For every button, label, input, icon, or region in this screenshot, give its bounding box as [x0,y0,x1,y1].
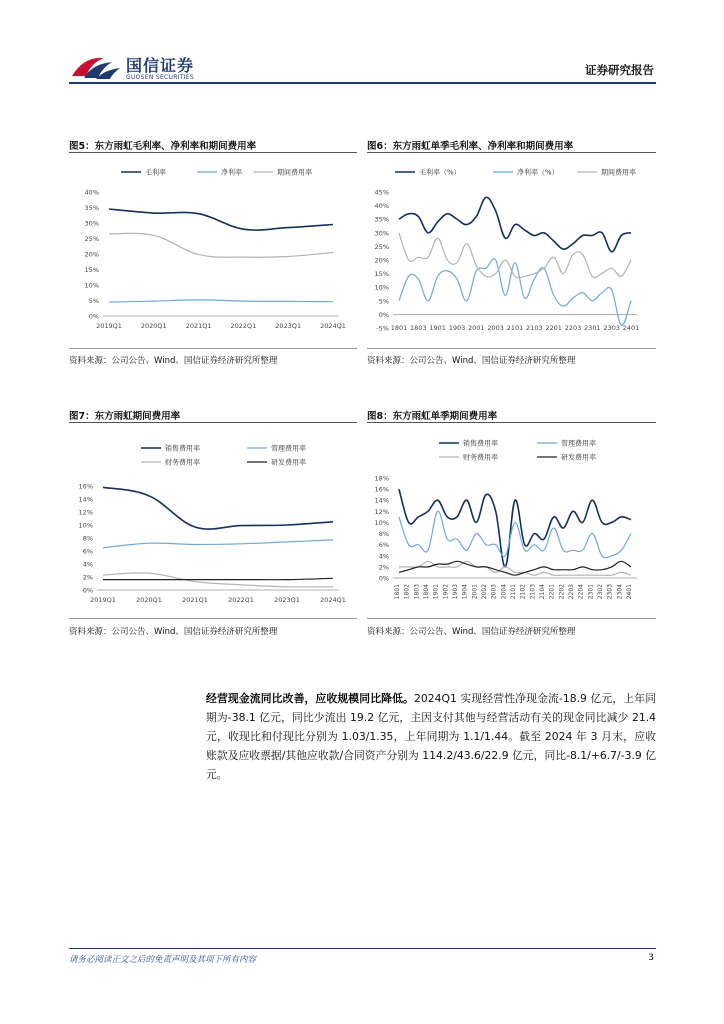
x-tick-label: 1901 [429,324,446,332]
legend-label: 管理费用率 [561,439,596,448]
x-tick-label: 1804 [423,584,430,600]
series-line-2 [399,259,631,326]
figure-5-chart [69,158,357,338]
y-tick-label: 14% [374,496,389,505]
x-tick-label: 2303 [606,584,614,600]
legend-label: 销售费用率 [463,439,498,448]
y-tick-label: 20% [374,256,389,265]
y-tick-label: 25% [374,242,389,251]
x-tick-label: 2023Q1 [274,596,300,604]
figure-6-source: 资料来源：公司公告、Wind、国信证券经济研究所整理 [367,356,576,366]
x-tick-label: 2302 [597,584,604,600]
legend-label: 销售费用率 [165,444,200,453]
y-tick-label: 0% [378,310,389,319]
y-tick-label: 5% [88,297,99,305]
y-tick-label: 8% [378,530,389,539]
x-tick-label: 2001 [471,584,479,600]
x-tick-label: 2004 [500,584,508,600]
figure-5-bottom-rule [69,348,357,349]
x-tick-label: 1801 [390,324,408,332]
y-tick-label: 35% [84,204,99,212]
x-tick-label: 2003 [490,584,498,600]
x-tick-label: 2024Q1 [320,322,346,330]
x-tick-label: 2401 [622,324,640,332]
y-tick-label: 10% [374,518,389,527]
y-tick-label: 15% [374,270,389,279]
series-line-3 [109,233,333,257]
series-line-4 [399,561,631,575]
series-line-1 [399,489,631,567]
y-tick-label: 45% [374,188,389,197]
x-tick-label: 2020Q1 [136,596,162,604]
figure-6-top-rule [367,152,656,153]
x-tick-label: 1904 [461,584,469,600]
y-tick-label: 12% [374,507,389,516]
x-tick-label: 2303 [603,324,620,332]
series-line-3 [399,561,631,575]
legend-label: 期间费用率 [277,168,312,177]
x-tick-label: 2203 [568,584,575,600]
legend-label: 财务费用率 [165,458,200,467]
series-line-1 [103,487,333,529]
series-line-3 [399,233,631,278]
series-line-4 [103,578,333,579]
legend-label: 毛利率（%） [419,168,461,177]
x-tick-label: 2103 [529,584,537,600]
x-tick-label: 2003 [487,324,504,332]
figure-7-top-rule [69,422,357,423]
x-tick-label: 2201 [545,324,562,332]
y-tick-label: 5% [378,297,389,306]
x-tick-label: 2301 [587,584,595,600]
y-tick-label: 10% [78,521,93,530]
y-tick-label: 10% [374,283,389,292]
x-tick-label: 1802 [403,584,411,600]
x-tick-label: 2202 [558,584,566,600]
legend-label: 研发费用率 [271,458,306,467]
figure-7-bottom-rule [69,618,357,619]
logo-name: 国信证券 [126,56,195,75]
figure-8-title: 图8：东方雨虹单季期间费用率 [367,411,498,422]
legend-label: 管理费用率 [271,444,306,453]
legend-label: 研发费用率 [561,453,596,462]
y-tick-label: 16% [374,485,389,494]
y-tick-label: 40% [84,188,99,197]
figure-6-title: 图6：东方雨虹单季毛利率、净利率和期间费用率 [367,141,574,152]
x-tick-label: 2019Q1 [96,322,122,330]
y-tick-label: -5% [376,324,389,333]
x-tick-label: 2020Q1 [140,322,167,330]
y-tick-label: 35% [374,215,389,224]
x-tick-label: 2204 [577,584,585,600]
legend-label: 期间费用率 [601,168,636,177]
y-tick-label: 0% [82,586,93,595]
figure-5-top-rule [69,152,357,153]
x-tick-label: 2101 [510,584,517,600]
figure-7-chart [69,430,357,610]
series-line-1 [109,209,333,230]
legend-label: 毛利率 [145,168,166,177]
report-type: 证券研究报告 [585,63,654,77]
legend-label: 净利率（%） [517,168,559,177]
y-tick-label: 30% [374,229,389,238]
y-tick-label: 4% [378,552,389,561]
x-tick-label: 2022Q1 [228,596,254,604]
x-tick-label: 2104 [539,584,546,600]
footer-disclaimer: 请务必阅读正文之后的免责声明及其项下所有内容 [69,955,257,965]
x-tick-label: 1803 [410,324,427,332]
y-tick-label: 16% [78,482,93,491]
legend-label: 财务费用率 [463,453,498,462]
figure-7-title: 图7：东方雨虹期间费用率 [69,411,181,422]
figure-5-source: 资料来源：公司公告、Wind、国信证券经济研究所整理 [69,356,278,366]
legend-label: 净利率 [221,168,242,177]
paragraph-lead: 经营现金流同比改善，应收规模同比降低。 [206,692,414,705]
y-tick-label: 15% [84,266,99,274]
footer-divider [69,948,656,949]
x-tick-label: 2102 [519,584,527,600]
x-tick-label: 2304 [616,584,624,600]
x-tick-label: 2401 [626,584,633,600]
y-tick-label: 40% [374,202,389,211]
y-tick-label: 25% [84,235,99,243]
x-tick-label: 2203 [564,324,582,332]
x-tick-label: 1903 [452,584,459,600]
paragraph-body: 2024Q1 实现经营性净现金流-18.9 亿元，上年同期为-38.1 亿元，同比少流出 19.2 亿元，主因支付其他与经营活动有关的现金同比减少 21.4 元，收现比和付现比分别为 1.03/1.35，上年同期为 1.1/1.44。截至 2024 年 3 月末，应收账款及应收票据/其他应收款/合同资产分别为 114.2/43.6/22.9 亿元，同比-8.1/+6.7/-3.9 亿元。 [206,692,656,781]
figure-6-bottom-rule [367,348,656,349]
series-line-2 [399,511,631,558]
guosen-logo-icon [70,52,122,82]
figure-5-title: 图5：东方雨虹毛利率、净利率和期间费用率 [69,141,257,152]
figure-8-top-rule [367,422,656,423]
x-tick-label: 2002 [481,584,488,600]
x-tick-label: 2101 [506,324,524,332]
page-number: 3 [648,953,654,963]
x-tick-label: 2103 [526,324,543,332]
x-tick-label: 2024Q1 [320,596,346,604]
y-tick-label: 20% [84,250,99,259]
y-tick-label: 12% [78,508,93,517]
x-tick-label: 2021Q1 [182,596,208,604]
x-tick-label: 2022Q1 [230,322,257,330]
y-tick-label: 6% [378,541,389,550]
x-tick-label: 2023Q1 [275,322,302,330]
x-tick-label: 2019Q1 [90,596,116,604]
x-tick-label: 2021Q1 [185,322,212,330]
x-tick-label: 2301 [584,324,601,332]
figure-8-source: 资料来源：公司公告、Wind、国信证券经济研究所整理 [367,627,576,637]
y-tick-label: 4% [82,560,93,569]
x-tick-label: 2201 [548,584,556,600]
figure-6-chart [367,158,656,338]
y-tick-label: 6% [82,547,93,556]
series-line-2 [103,540,333,548]
body-paragraph [206,689,656,784]
x-tick-label: 1901 [432,584,440,600]
y-tick-label: 2% [378,563,389,572]
figure-7-source: 资料来源：公司公告、Wind、国信证券经济研究所整理 [69,627,278,637]
series-line-2 [109,300,333,302]
y-tick-label: 10% [84,281,99,290]
figure-8-chart [367,430,656,610]
x-tick-label: 1903 [448,324,466,332]
x-tick-label: 1803 [413,584,421,600]
y-tick-label: 0% [88,312,99,321]
x-tick-label: 1902 [442,584,450,600]
logo-subtitle: GUOSEN SECURITIES [126,74,195,81]
y-tick-label: 0% [378,574,389,583]
y-tick-label: 2% [82,573,93,582]
y-tick-label: 8% [82,534,93,543]
y-tick-label: 30% [84,219,99,228]
x-tick-label: 1801 [394,584,401,600]
header-divider [69,82,656,84]
figure-8-bottom-rule [367,618,656,619]
y-tick-label: 14% [78,495,93,504]
y-tick-label: 18% [374,474,389,483]
x-tick-label: 2001 [468,324,485,332]
